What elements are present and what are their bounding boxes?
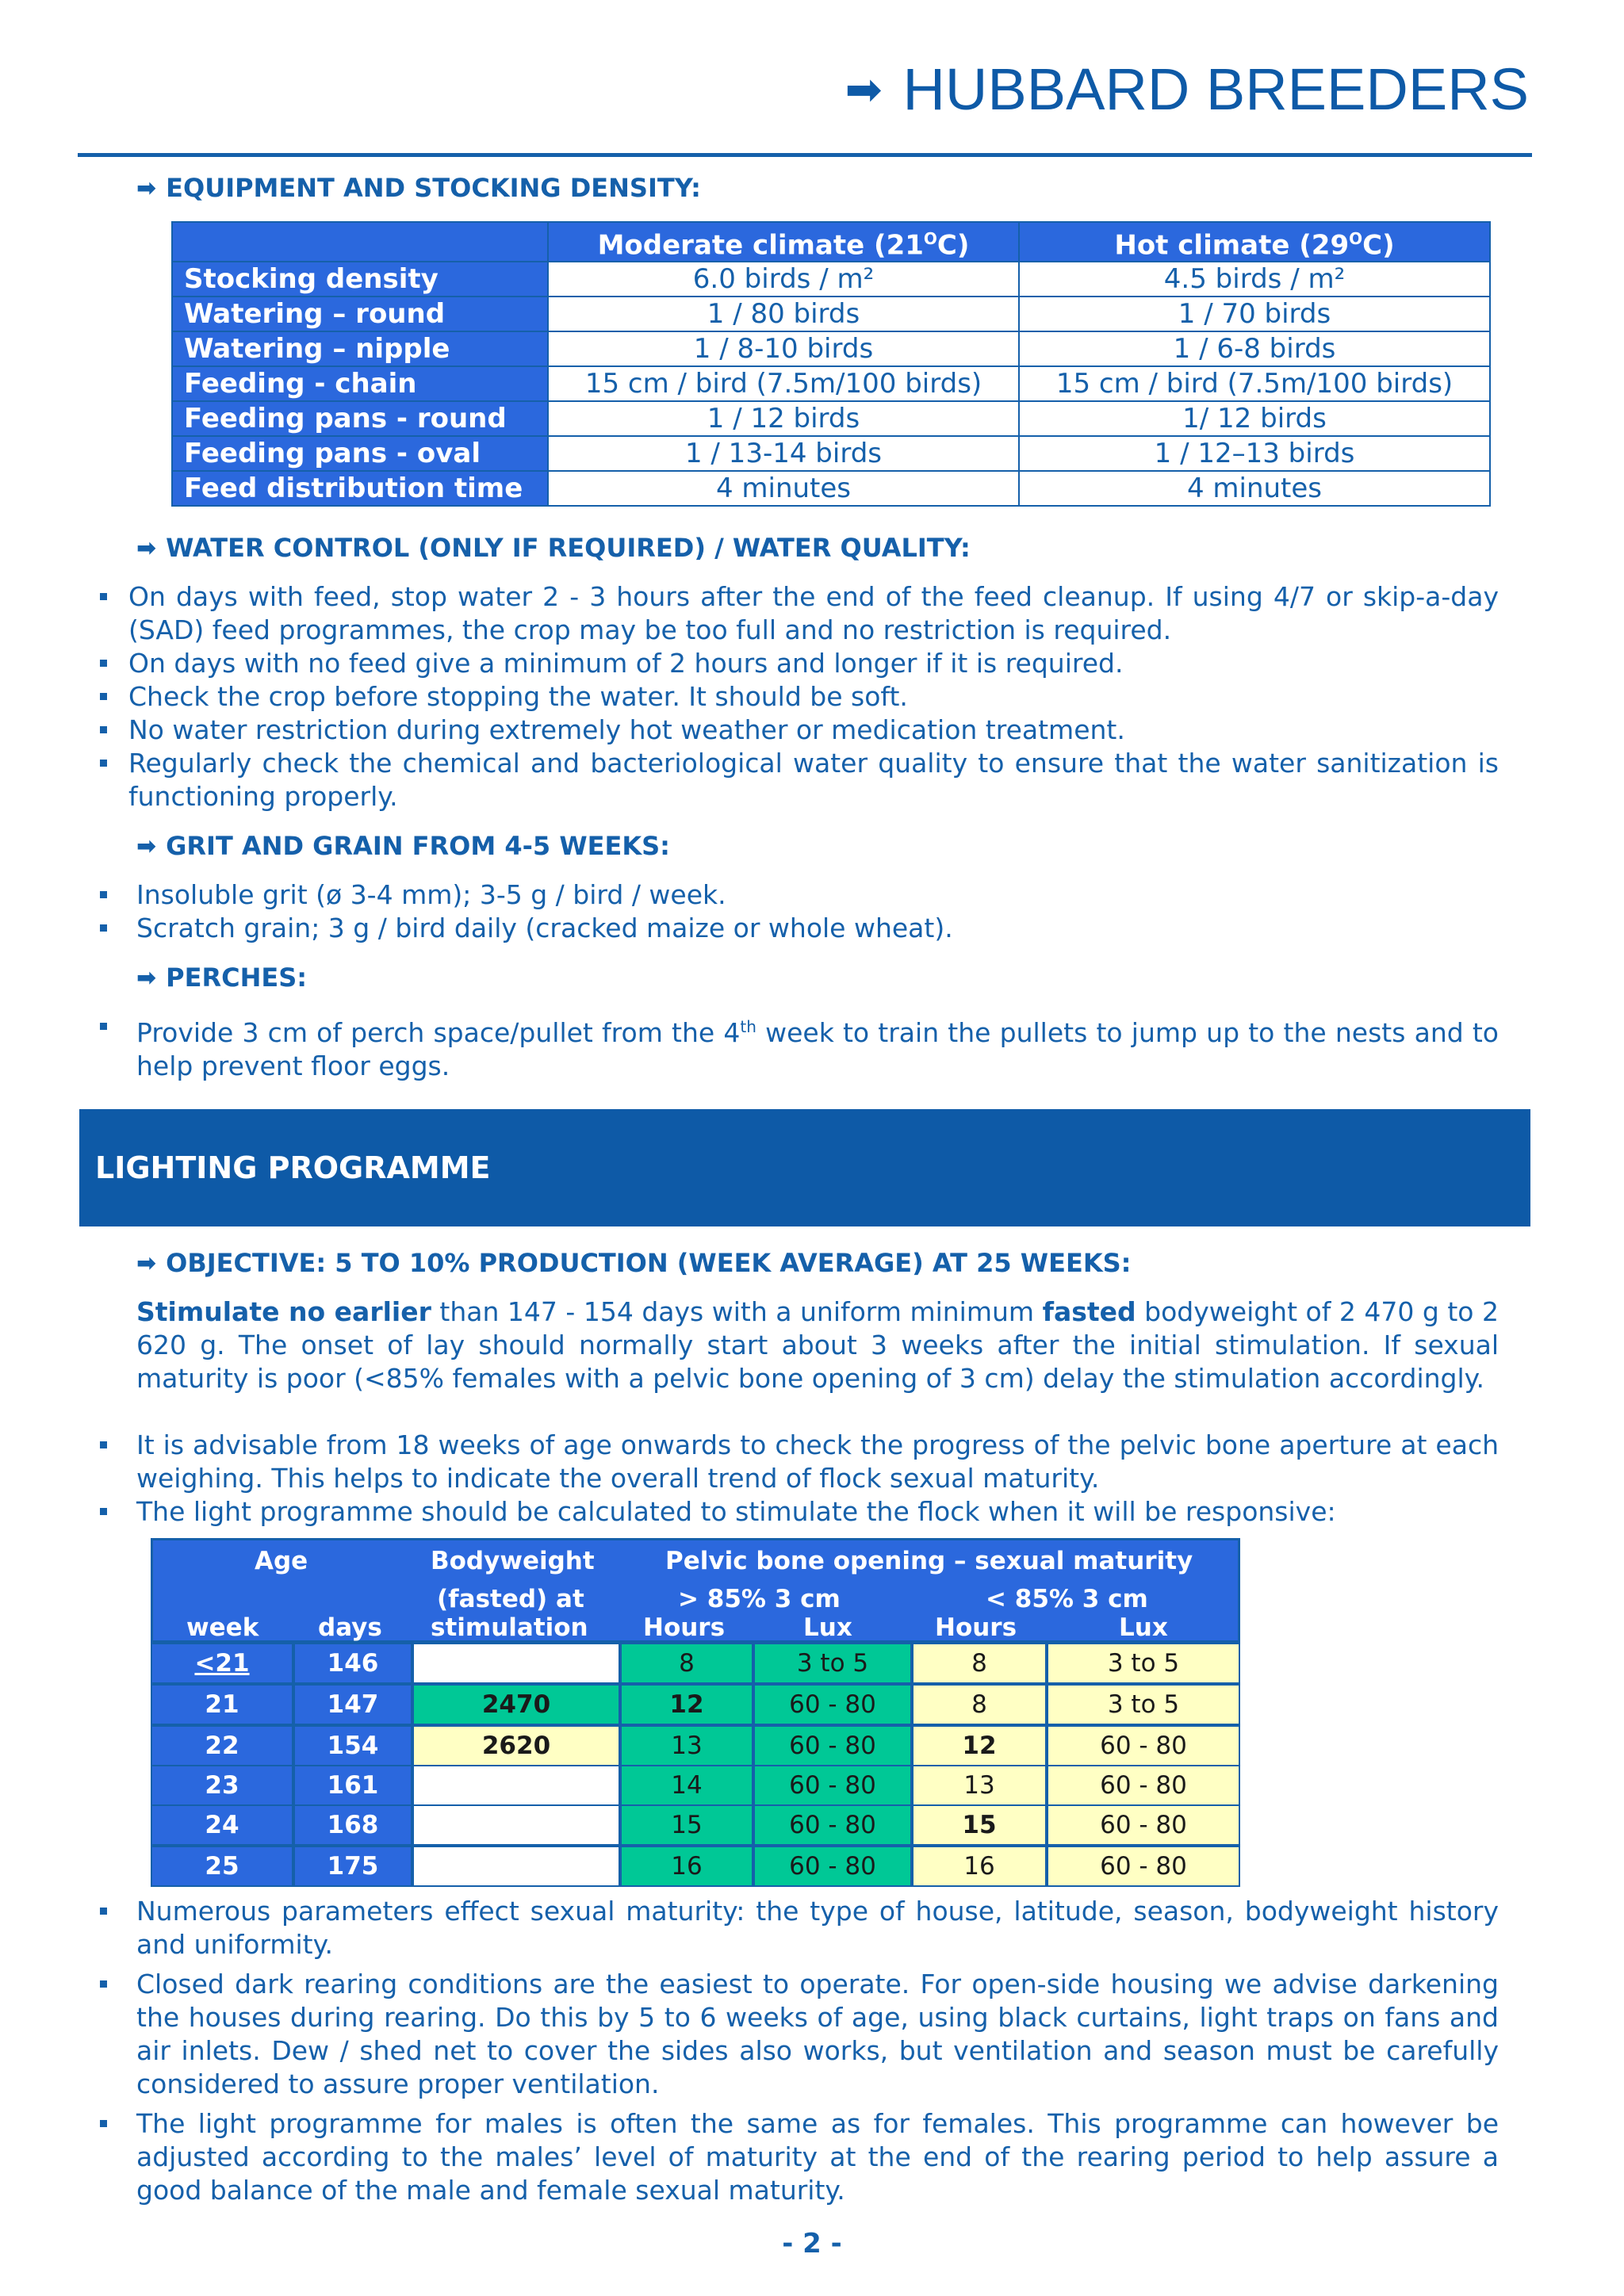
- arrow-right-icon: ➡: [136, 174, 157, 202]
- row-label: Stocking density: [172, 262, 548, 297]
- h2-cell: 15: [912, 1804, 1047, 1846]
- row-label: Feed distribution time: [172, 471, 548, 506]
- bw-cell: 2470: [412, 1684, 620, 1725]
- bw-cell: [412, 1765, 620, 1806]
- row-label: Feeding - chain: [172, 366, 548, 401]
- arrow-right-icon: ➡: [136, 534, 157, 562]
- days-cell: 175: [293, 1846, 412, 1887]
- col-gt85-header: > 85% 3 cm: [678, 1585, 841, 1613]
- week-cell: 21: [151, 1684, 293, 1725]
- page-number: - 2 -: [782, 2228, 842, 2260]
- bw-cell: [412, 1804, 620, 1846]
- col-bodyweight-header: Bodyweight: [431, 1547, 595, 1575]
- h2-cell: 16: [912, 1846, 1047, 1887]
- table-row: [172, 436, 1490, 471]
- l2-cell: 3 to 5: [1047, 1643, 1240, 1684]
- l1-cell: 60 - 80: [753, 1765, 912, 1806]
- l1-cell: 3 to 5: [753, 1643, 912, 1684]
- h1-cell: 13: [620, 1725, 753, 1766]
- list-item: On days with feed, stop water 2 - 3 hours after the end of the feed cleanup. If using 4/7 or skip-a-day (SAD) feed programmes, the crop may be too full and no restriction is required.: [95, 580, 1499, 647]
- arrow-right-icon: ➡: [136, 1249, 157, 1277]
- hot-value: 1 / 70 birds: [1019, 297, 1490, 331]
- table-row: [172, 262, 1490, 297]
- col-hot-header: Hot climate $(29^OC)$: [1019, 222, 1490, 262]
- list-item: The light programme for males is often the same as for females. This programme can however be adjusted according to the males’ level of maturity at the end of the rearing period to help assure a good balance of the male and female sexual maturity.: [95, 2107, 1499, 2207]
- bw-cell: [412, 1846, 620, 1887]
- h1-cell: 16: [620, 1846, 753, 1887]
- table-row: [151, 1684, 1240, 1725]
- week-cell: 23: [151, 1765, 293, 1806]
- moderate-value: 1 / 8-10 birds: [548, 331, 1019, 366]
- table-row: [172, 331, 1490, 366]
- moderate-value: 4 minutes: [548, 471, 1019, 506]
- col-hours2-header: Hours: [935, 1613, 1017, 1642]
- hot-value: 1/ 12 birds: [1019, 401, 1490, 436]
- days-cell: 146: [293, 1643, 412, 1684]
- col-lux1-header: Lux: [803, 1613, 852, 1642]
- water-list: [95, 580, 1499, 813]
- list-item: Insoluble grit (ø 3-4 mm); 3-5 g / bird / week.: [95, 878, 1499, 912]
- perches-list: [95, 1010, 1499, 1083]
- l1-cell: 60 - 80: [753, 1804, 912, 1846]
- col-hours1-header: Hours: [643, 1613, 726, 1642]
- header-divider: [78, 153, 1532, 157]
- table-row: [151, 1804, 1240, 1846]
- lighting-section-band: [79, 1109, 1530, 1226]
- table-row: [172, 471, 1490, 506]
- h1-cell: 15: [620, 1804, 753, 1846]
- l1-cell: 60 - 80: [753, 1725, 912, 1766]
- header-blank-cell: [172, 222, 548, 262]
- list-item: The light programme should be calculated to stimulate the flock when it will be responsive:: [95, 1495, 1499, 1529]
- row-label: Watering – nipple: [172, 331, 548, 366]
- days-cell: 154: [293, 1725, 412, 1766]
- document-header: [845, 55, 1529, 123]
- h1-cell: 12: [620, 1684, 753, 1725]
- table-row: [172, 401, 1490, 436]
- list-item: Check the crop before stopping the water. It should be soft.: [95, 680, 1499, 714]
- objective-heading: ➡ OBJECTIVE: 5 TO 10% PRODUCTION (WEEK AVERAGE) AT 25 WEEKS:: [136, 1248, 1132, 1278]
- col-bodyweight-sub2: stimulation: [431, 1613, 588, 1642]
- moderate-value: 1 / 13-14 birds: [548, 436, 1019, 471]
- lighting-list-after: [95, 1895, 1499, 2207]
- col-days-header: days: [318, 1613, 382, 1642]
- list-item: Numerous parameters effect sexual maturity: the type of house, latitude, season, bodyweight history and uniformity.: [95, 1895, 1499, 1961]
- brand-title: HUBBARD BREEDERS: [902, 56, 1529, 122]
- list-item: It is advisable from 18 weeks of age onwards to check the progress of the pelvic bone aperture at each weighing. This helps to indicate the overall trend of flock sexual maturity.: [95, 1429, 1499, 1495]
- list-item: On days with no feed give a minimum of 2 hours and longer if it is required.: [95, 647, 1499, 680]
- moderate-value: 1 / 80 birds: [548, 297, 1019, 331]
- days-cell: 161: [293, 1765, 412, 1806]
- moderate-value: 15 cm / bird (7.5m/100 birds): [548, 366, 1019, 401]
- l2-cell: 60 - 80: [1047, 1804, 1240, 1846]
- grit-heading: ➡ GRIT AND GRAIN FROM 4-5 WEEKS:: [136, 831, 670, 861]
- l2-cell: 60 - 80: [1047, 1846, 1240, 1887]
- hot-value: 4.5 birds / m²: [1019, 262, 1490, 297]
- list-item: Provide 3 cm of perch space/pullet from the 4th week to train the pullets to jump up to the nests and to help prevent floor eggs.: [95, 1010, 1499, 1083]
- table-row: [151, 1846, 1240, 1887]
- l2-cell: 60 - 80: [1047, 1765, 1240, 1806]
- l2-cell: 60 - 80: [1047, 1725, 1240, 1766]
- water-heading: ➡ WATER CONTROL (ONLY IF REQUIRED) / WATER QUALITY:: [136, 533, 971, 563]
- l2-cell: 3 to 5: [1047, 1684, 1240, 1725]
- arrow-right-icon: ➡: [136, 963, 157, 992]
- objective-paragraph: Stimulate no earlier than 147 - 154 days with a uniform minimum fasted bodyweight of 2 470 g to 2 620 g. The onset of lay should normally start about 3 weeks after the initial stimulation. If sexual maturity is poor (<85% females with a pelvic bone opening of 3 cm) delay the stimulation accordingly.: [136, 1296, 1499, 1394]
- moderate-value: 6.0 birds / m²: [548, 262, 1019, 297]
- col-week-header: week: [186, 1613, 259, 1642]
- section-title: LIGHTING PROGRAMME: [95, 1150, 491, 1185]
- col-lux2-header: Lux: [1119, 1613, 1168, 1642]
- h2-cell: 12: [912, 1725, 1047, 1766]
- lighting-table: [151, 1538, 1240, 1888]
- week-cell: 25: [151, 1846, 293, 1887]
- hot-value: 1 / 6-8 birds: [1019, 331, 1490, 366]
- list-item: Regularly check the chemical and bacteriological water quality to ensure that the water sanitization is functioning properly.: [95, 747, 1499, 813]
- perches-heading: ➡ PERCHES:: [136, 962, 308, 993]
- moderate-value: 1 / 12 birds: [548, 401, 1019, 436]
- lighting-table-header: [151, 1538, 1240, 1643]
- equipment-heading: ➡ EQUIPMENT AND STOCKING DENSITY:: [136, 173, 701, 203]
- lighting-list-before: [95, 1429, 1499, 1529]
- row-label: Feeding pans - round: [172, 401, 548, 436]
- col-moderate-header: Moderate climate $(21^OC)$: [548, 222, 1019, 262]
- col-bodyweight-sub: (fasted) at: [437, 1585, 584, 1613]
- list-item: Scratch grain; 3 g / bird daily (cracked maize or whole wheat).: [95, 912, 1499, 945]
- week-cell: 22: [151, 1725, 293, 1766]
- equipment-table: [171, 221, 1491, 507]
- hot-value: 4 minutes: [1019, 471, 1490, 506]
- h2-cell: 8: [912, 1643, 1047, 1684]
- week-cell: <21: [151, 1643, 293, 1684]
- h1-cell: 8: [620, 1643, 753, 1684]
- arrow-right-icon: ➡: [136, 832, 157, 860]
- days-cell: 168: [293, 1804, 412, 1846]
- table-row: [172, 366, 1490, 401]
- hot-value: 1 / 12–13 birds: [1019, 436, 1490, 471]
- table-row: [151, 1765, 1240, 1806]
- col-pelvic-header: Pelvic bone opening – sexual maturity: [665, 1547, 1193, 1575]
- arrow-right-icon: ➡: [845, 63, 883, 114]
- table-row: [151, 1643, 1240, 1684]
- week-cell: 24: [151, 1804, 293, 1846]
- l1-cell: 60 - 80: [753, 1846, 912, 1887]
- h2-cell: 8: [912, 1684, 1047, 1725]
- equipment-header-row: [172, 222, 1490, 262]
- bw-cell: [412, 1643, 620, 1684]
- table-row: [151, 1725, 1240, 1766]
- table-row: [172, 297, 1490, 331]
- col-lt85-header: < 85% 3 cm: [986, 1585, 1148, 1613]
- list-item: Closed dark rearing conditions are the easiest to operate. For open-side housing we advise darkening the houses during rearing. Do this by 5 to 6 weeks of age, using black curtains, light traps on fans and air inlets. Dew / shed net to cover the sides also works, but ventilation and season must be carefully considered to assure proper ventilation.: [95, 1968, 1499, 2101]
- h2-cell: 13: [912, 1765, 1047, 1806]
- row-label: Feeding pans - oval: [172, 436, 548, 471]
- days-cell: 147: [293, 1684, 412, 1725]
- col-age-header: Age: [255, 1547, 308, 1575]
- h1-cell: 14: [620, 1765, 753, 1806]
- row-label: Watering – round: [172, 297, 548, 331]
- grit-list: [95, 878, 1499, 945]
- hot-value: 15 cm / bird (7.5m/100 birds): [1019, 366, 1490, 401]
- list-item: No water restriction during extremely hot weather or medication treatment.: [95, 714, 1499, 747]
- bw-cell: 2620: [412, 1725, 620, 1766]
- l1-cell: 60 - 80: [753, 1684, 912, 1725]
